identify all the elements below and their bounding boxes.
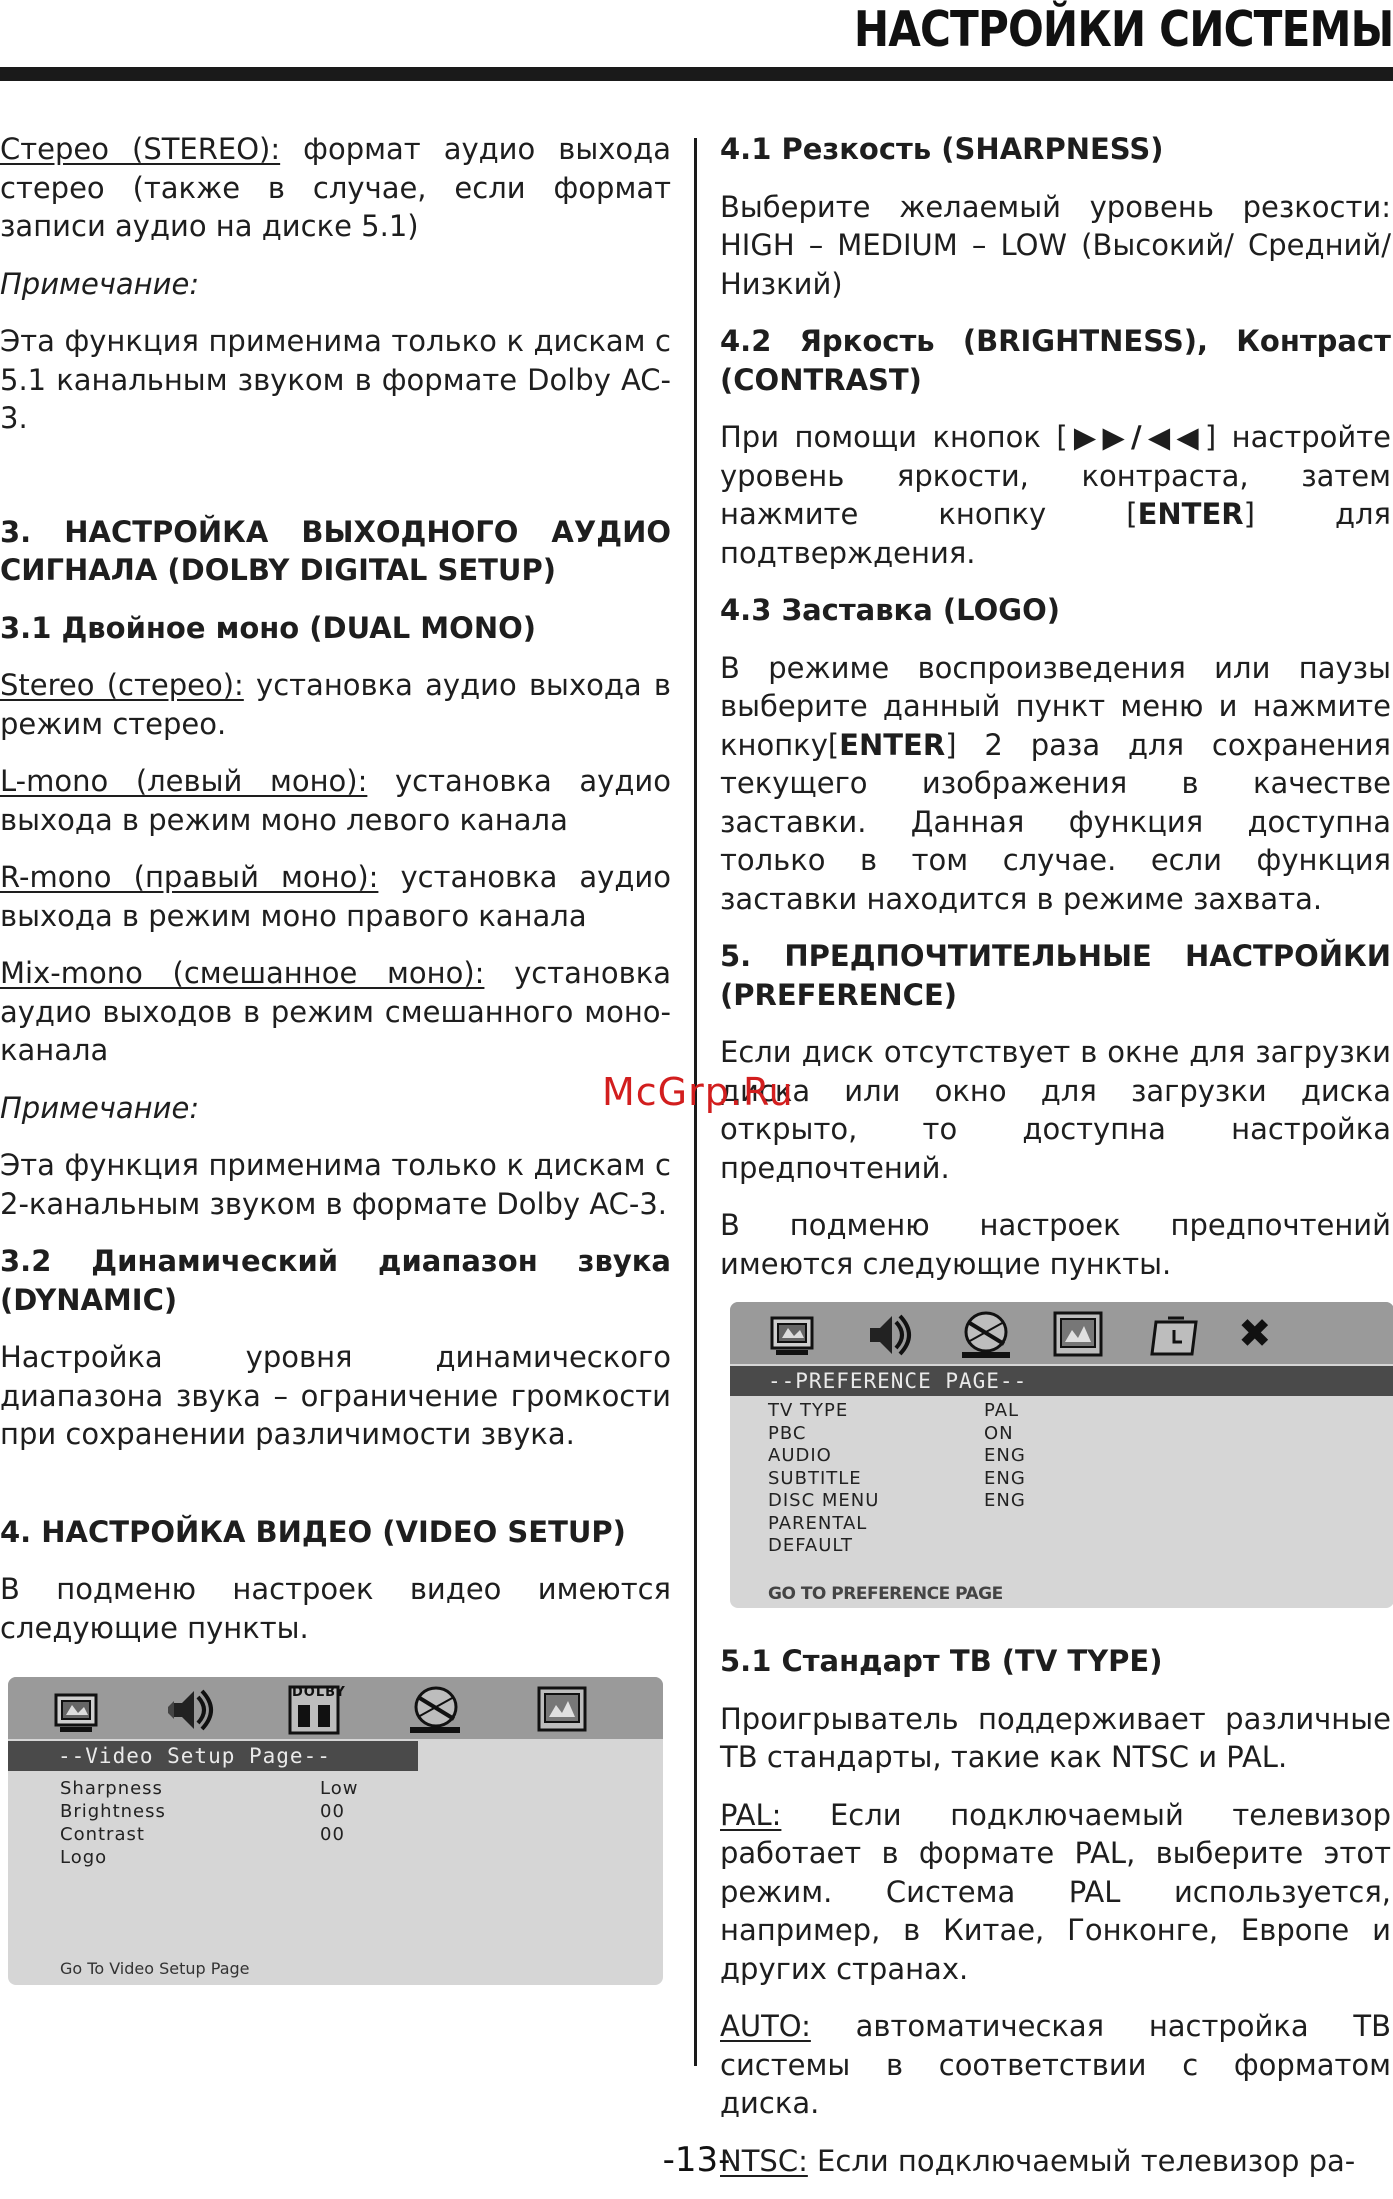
enter-key: ENTER (1137, 497, 1244, 531)
osd-row-default: DEFAULT (768, 1535, 853, 1556)
text-stereo: формат аудио выхода стерео (также в случае, если формат записи аудио на диске 5.1) (0, 132, 672, 243)
osd-value-pbc: ON (984, 1422, 1014, 1444)
term-auto: AUTO: (720, 2009, 811, 2043)
osd-row-tv-type: TV TYPE (768, 1400, 849, 1421)
page-header-title: НАСТРОЙКИ СИСТЕМЫ (853, 1, 1393, 58)
section-4-heading: 4. НАСТРОЙКА ВИДЕО (VIDEO SETUP) (0, 1514, 626, 1549)
section-5-text-1: Если диск отсутствует в окне для загрузки диска или окно для загрузки диска открыто, то доступна настройка предпочтений. (720, 1035, 1391, 1185)
osd-value-tv-type: PAL (984, 1400, 1020, 1421)
section-4-3-text: В режиме воспроизведения или паузы выберите данный пункт меню и нажмите кнопку[ENTER] 2 раза для сохранения текущего изображения в качестве заставки. Данная функция доступна только в том случае. если функция заставки находится в режиме захвата. (720, 650, 1391, 916)
audio-setup-icon (864, 1308, 920, 1362)
term-ntsc: NTSC: (720, 2143, 808, 2178)
audio-setup-icon (166, 1683, 222, 1737)
osd-row-audio: AUDIO (768, 1445, 832, 1466)
note-text-1: Эта функция применима только к дискам с 5.1 канальным звуком в формате Dolby AC-3. (0, 324, 671, 435)
text-l-mono: установка аудио выхода в режим моно левого канала (0, 764, 671, 837)
term-l-mono: L-mono (левый моно): (0, 764, 368, 798)
osd-row-brightness: Brightness (60, 1801, 166, 1822)
section-5-1-text: Проигрыватель поддерживает различные ТВ стандарты, такие как NTSC и PAL. (720, 1701, 1391, 1774)
term-stereo-mode: Stereo (стерео): (0, 668, 244, 702)
section-3-2-text: Настройка уровня динамического диапазона звука – ограничение громкости при сохранении различимости звука. (0, 1340, 671, 1451)
note-label-2: Примечание: (0, 1090, 200, 1125)
section-4-2-heading: 4.2 Яркость (BRIGHTNESS), Контраст (CONTRAST) (720, 324, 1391, 397)
preference-setup-icon (1050, 1308, 1106, 1362)
password-setup-icon (1148, 1308, 1204, 1362)
section-5-text-2: В подменю настроек предпочтений имеются следующие пункты. (720, 1208, 1391, 1281)
paragraph-r-mono (0, 858, 671, 935)
paragraph-stereo (0, 130, 671, 246)
osd-value-sharpness: Low (320, 1778, 359, 1799)
section-4-3-heading: 4.3 Заставка (LOGO) (720, 593, 1060, 627)
exit-setup-icon[interactable]: ✖ (1238, 1311, 1272, 1357)
osd-value-contrast: 00 (320, 1824, 345, 1845)
section-3-2-heading: 3.2 Динамический диапазон звука (DYNAMIC) (0, 1244, 671, 1317)
video-setup-icon (406, 1683, 470, 1737)
osd-page-title: --PREFERENCE PAGE-- (730, 1366, 1393, 1396)
osd-row-disc-menu: DISC MENU (768, 1490, 880, 1511)
section-4-text: В подменю настроек видео имеются следующие пункты. (0, 1572, 671, 1645)
preference-setup-icon (534, 1683, 590, 1737)
osd-row-sharpness: Sharpness (60, 1778, 163, 1799)
header-rule (0, 67, 1393, 81)
page-number: -13- (662, 2140, 731, 2180)
enter-key: ENTER (839, 727, 946, 762)
osd-value-subtitle: ENG (984, 1467, 1026, 1489)
general-setup-icon (766, 1308, 822, 1362)
video-setup-screen (8, 1677, 663, 1985)
paragraph-ntsc: NTSC: Если подключаемый телевизор ра- (720, 2143, 1356, 2178)
paragraph-mix-mono (0, 954, 671, 1070)
preference-page-screen (730, 1302, 1393, 1608)
osd-row-pbc: PBC (768, 1422, 807, 1444)
osd-value-disc-menu: ENG (984, 1490, 1026, 1511)
fast-forward-rewind-keys: ▶▶/◀◀ (1067, 420, 1205, 454)
left-column (0, 130, 671, 1985)
right-column (720, 130, 1391, 2199)
dolby-label: DOLBY (292, 1685, 346, 1700)
osd-row-parental: PARENTAL (768, 1512, 868, 1534)
note-text-2: Эта функция применима только к дискам с 2-канальным звуком в формате Dolby AC-3. (0, 1148, 671, 1221)
osd-value-brightness: 00 (320, 1801, 345, 1822)
general-setup-icon (50, 1685, 106, 1739)
text-mix-mono: установка аудио выходов в режим смешанного моно-канала (0, 956, 671, 1067)
osd-footer-hint: GO TO PREFERENCE PAGE (768, 1584, 1003, 1604)
text-r-mono: установка аудио выхода в режим моно правого канала (0, 860, 671, 933)
section-5-heading: 5. ПРЕДПОЧТИТЕЛЬНЫЕ НАСТРОЙКИ (PREFERENCE) (720, 939, 1391, 1012)
paragraph-l-mono (0, 762, 671, 839)
spacer (0, 1473, 671, 1513)
section-4-1-text: Выберите желаемый уровень резкости: HIGH – MEDIUM – LOW (Высокий/ Средний/ Низкий) (720, 189, 1391, 301)
note-label-1: Примечание: (0, 266, 200, 301)
watermark: McGrp.Ru (602, 1070, 794, 1114)
osd-row-subtitle: SUBTITLE (768, 1467, 862, 1489)
spacer (0, 457, 671, 513)
term-r-mono: R-mono (правый моно): (0, 860, 379, 894)
section-4-1-heading: 4.1 Резкость (SHARPNESS) (720, 132, 1164, 166)
osd-value-audio: ENG (984, 1445, 1026, 1466)
osd-page-title: --Video Setup Page-- (8, 1741, 418, 1771)
section-5-1-heading: 5.1 Стандарт ТВ (TV TYPE) (720, 1644, 1163, 1678)
paragraph-stereo-mode (0, 666, 671, 743)
section-3-heading: 3. НАСТРОЙКА ВЫХОДНОГО АУДИО СИГНАЛА (DOLBY DIGITAL SETUP) (0, 514, 671, 587)
paragraph-pal: PAL: Если подключаемый телевизор работает в формате PAL, выберите этот режим. Система PAL используется, например, в Китае, Гонконге, Европе и других странах. (720, 1797, 1391, 1986)
osd-row-contrast: Contrast (60, 1824, 145, 1845)
term-pal: PAL: (720, 1797, 782, 1832)
osd-footer-hint: Go To Video Setup Page (60, 1959, 250, 1978)
osd-row-logo: Logo (60, 1847, 108, 1868)
term-stereo: Стерео (STEREO): (0, 132, 281, 166)
term-mix-mono: Mix-mono (смешанное моно): (0, 956, 485, 990)
video-setup-icon (956, 1308, 1016, 1362)
paragraph-auto: AUTO: автоматическая настройка ТВ системы в соответствии с форматом диска. (720, 2009, 1391, 2120)
section-4-2-text: При помощи кнопок [▶▶/◀◀] настройте уровень яркости, контраста, затем нажмите кнопку [ENTER] для подтверждения. (720, 420, 1391, 570)
section-3-1-heading: 3.1 Двойное моно (DUAL MONO) (0, 610, 536, 645)
text-stereo-mode: установка аудио выхода в режим стерео. (0, 668, 672, 741)
